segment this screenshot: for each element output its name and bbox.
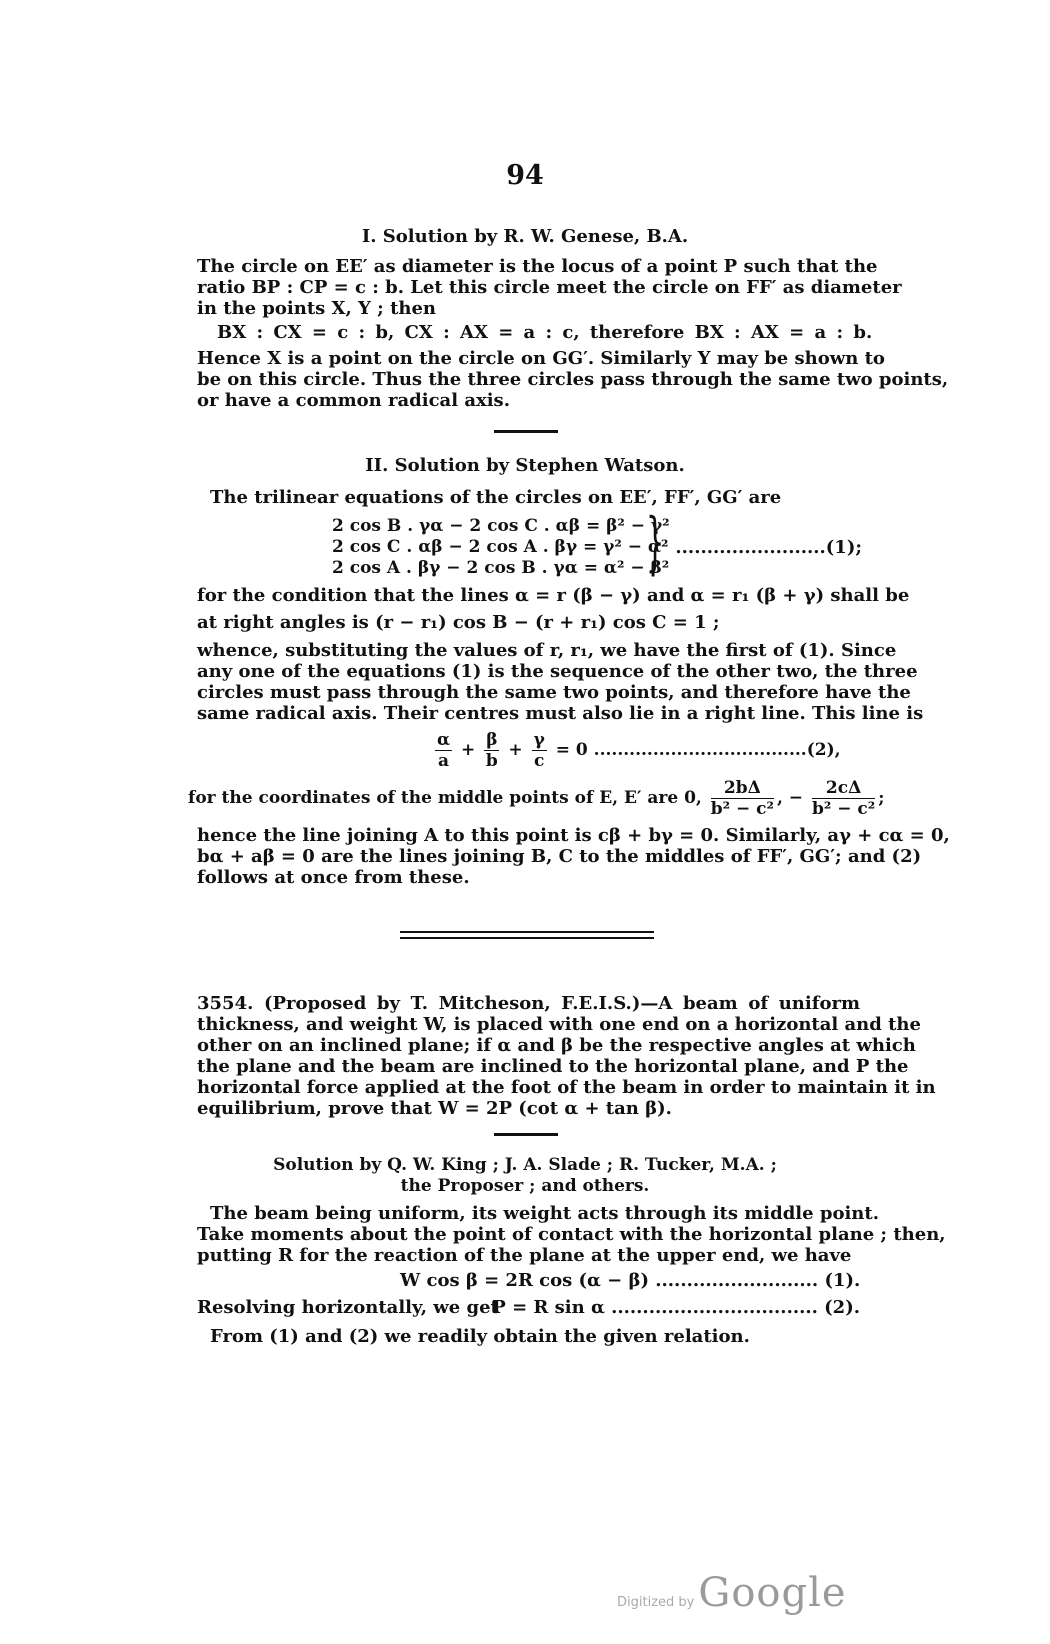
solution-3-heading: Solution by Q. W. King ; J. A. Slade ; R. Tucker, M.A. ; — [273, 1155, 777, 1175]
section-divider — [494, 430, 558, 433]
sol3-eq2-right: P = R sin α ................................. (2). — [492, 1297, 860, 1318]
problem-line: other on an inclined plane; if α and β be the respective angles at which — [197, 1035, 916, 1056]
fraction: $\frac{2c\Delta}{\text{b² − c²}}$ — [811, 778, 876, 819]
eq2: $\frac{\alpha}{a}$ + $\frac{\beta}{b}$ + $\frac{\gamma}{c}$ = 0 ....................................(2), — [437, 730, 841, 771]
fraction: $\frac{\beta}{b}$ — [485, 730, 498, 771]
sol2-intro: The trilinear equations of the circles on EE′, FF′, GG′ are — [210, 487, 782, 508]
problem-line: horizontal force applied at the foot of the beam in order to maintain it in — [197, 1077, 936, 1098]
eq2-rhs: = 0 ....................................(2), — [555, 740, 841, 760]
equation-line: 2 cos C . αβ − 2 cos A . βγ = γ² − α² — [332, 537, 669, 557]
sol2-line: same radical axis. Their centres must also lie in a right line. This line is — [197, 703, 924, 724]
eq1-tag: ........................(1); — [675, 537, 862, 558]
sol1-line: or have a common radical axis. — [197, 390, 510, 411]
sol3-eq2-left: Resolving horizontally, we get — [197, 1297, 499, 1318]
fraction: $\frac{\alpha}{a}$ — [437, 730, 451, 771]
double-rule-bottom — [400, 937, 654, 939]
section-divider — [494, 1133, 558, 1136]
sol2-line: bα + aβ = 0 are the lines joining B, C to the middles of FF′, GG′; and (2) — [197, 846, 922, 867]
solution-1-heading: I. Solution by R. W. Genese, B.A. — [361, 226, 689, 247]
page-number: 94 — [506, 160, 544, 191]
coordinates-line: for the coordinates of the middle points of E, E′ are 0, $\frac{2b\Delta}{\text{b² − c²}}$ , − $\frac{2c\Delta}{\text{b² − c²}}$ ; — [188, 778, 885, 819]
sol1-ratio-equation: BX : CX = c : b, CX : AX = a : c, therefore BX : AX = a : b. — [217, 322, 873, 343]
digitized-watermark: Digitized by Google — [617, 1570, 847, 1616]
coord-text: for the coordinates of the middle points of E, E′ are 0, — [188, 788, 702, 808]
sol3-final: From (1) and (2) we readily obtain the given relation. — [210, 1326, 750, 1347]
sol3-line: Take moments about the point of contact with the horizontal plane ; then, — [197, 1224, 946, 1245]
sol2-line: any one of the equations (1) is the sequence of the other two, the three — [197, 661, 918, 682]
fraction: $\frac{2b\Delta}{\text{b² − c²}}$ — [710, 778, 774, 819]
sol1-line: The circle on EE′ as diameter is the locus of a point P such that the — [197, 256, 878, 277]
problem-line: the plane and the beam are inclined to the horizontal plane, and P the — [197, 1056, 909, 1077]
problem-line: thickness, and weight W, is placed with one end on a horizontal and the — [197, 1014, 921, 1035]
trilinear-equations — [332, 516, 670, 579]
sol3-line: The beam being uniform, its weight acts through its middle point. — [210, 1203, 879, 1224]
sol1-line: be on this circle. Thus the three circles pass through the same two points, — [197, 369, 949, 390]
equation-line: 2 cos A . βγ − 2 cos B . γα = α² − β² — [332, 558, 670, 578]
sol2-line: circles must pass through the same two points, and therefore have the — [197, 682, 911, 703]
sol3-eq1: W cos β = 2R cos (α − β) .......................... (1). — [400, 1270, 861, 1291]
sol1-line: ratio BP : CP = c : b. Let this circle meet the circle on FF′ as diameter — [197, 277, 902, 298]
sol2-line: at right angles is (r − r₁) cos B − (r + r₁) cos C = 1 ; — [197, 612, 720, 633]
equation-line: 2 cos B . γα − 2 cos C . αβ = β² − γ² — [332, 516, 670, 536]
sol2-line: for the condition that the lines α = r (β − γ) and α = r₁ (β + γ) shall be — [197, 585, 910, 606]
double-rule-top — [400, 931, 654, 933]
problem-line: 3554. (Proposed by T. Mitcheson, F.E.I.S.)—A beam of uniform — [197, 993, 860, 1014]
sol2-line: whence, substituting the values of r, r₁, we have the first of (1). Since — [197, 640, 897, 661]
sol2-line: hence the line joining A to this point is cβ + bγ = 0. Similarly, aγ + cα = 0, — [197, 825, 950, 846]
solution-3-heading-cont: the Proposer ; and others. — [400, 1176, 650, 1196]
problem-line: equilibrium, prove that W = 2P (cot α + tan β). — [197, 1098, 672, 1119]
fraction: $\frac{\gamma}{c}$ — [533, 730, 545, 771]
solution-2-heading: II. Solution by Stephen Watson. — [365, 455, 685, 476]
sol1-line: Hence X is a point on the circle on GG′. Similarly Y may be shown to — [197, 348, 885, 369]
sol3-line: putting R for the reaction of the plane at the upper end, we have — [197, 1245, 852, 1266]
sol1-line: in the points X, Y ; then — [197, 298, 437, 319]
sol2-line: follows at once from these. — [197, 867, 470, 888]
brace-glyph: } — [646, 505, 665, 579]
